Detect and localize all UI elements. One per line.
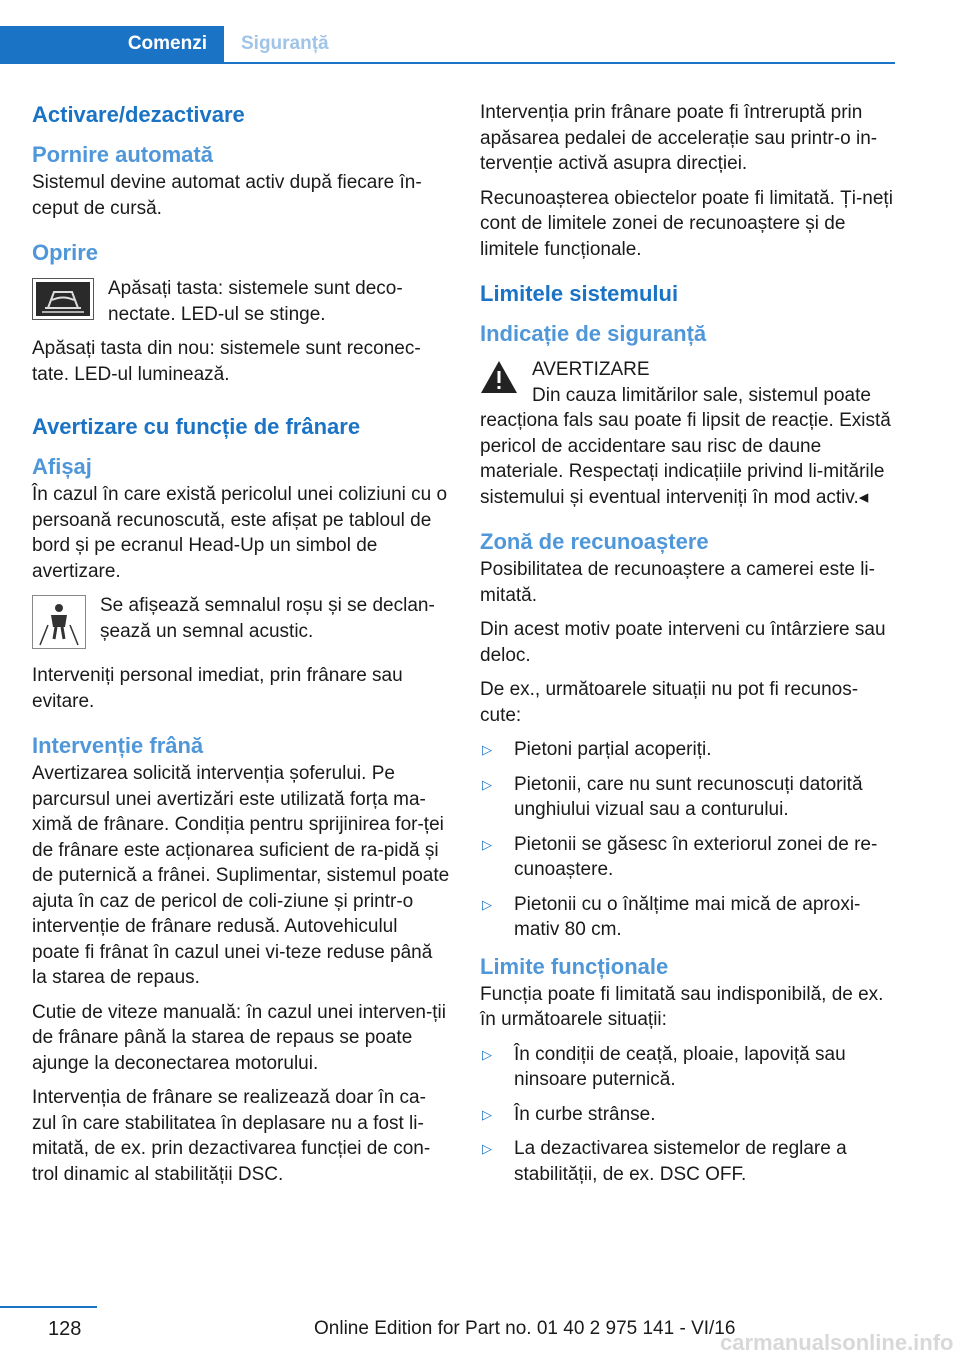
- display-icon-block: [32, 593, 450, 654]
- functional-list: [480, 1042, 898, 1188]
- right-column: [480, 100, 898, 1196]
- zone-list: [480, 737, 898, 943]
- list-item: ▷ În curbe strânse.: [482, 1103, 656, 1125]
- paragraph-brake-1: Avertizarea solicită intervenția șoferului. Pe parcursul unei avertizări este utilizată forța ma-ximă de frânare. Condiția pentru sprijinirea for-ței de frânare este acționarea suficient de ra-pidă și de puternică a frânei. Suplimentar, sistemul poate ajuta în caz de pericol de coli-ziune și printr-o intervenție de frânare redusă. Autovehiculul poate fi frânat în cazul unei vi-teze reduse până la starea de repaus.: [32, 763, 450, 988]
- pedestrian-warning-icon: [32, 595, 86, 654]
- paragraph-interrupt: Intervenția prin frânare poate fi întreruptă prin apăsarea pedalei de accelerație sau printr-o in-tervenție activă asupra direcției.: [480, 102, 878, 174]
- paragraph-recognition-limit: Recunoașterea obiectelor poate fi limitată. Ți-neți cont de limitele zonei de recunoaștere și de limitele funcționale.: [480, 187, 893, 260]
- heading-brake-intervention: Intervenție frână: [32, 733, 204, 758]
- off-icon-block: [32, 276, 450, 327]
- page-number: 128: [48, 1318, 82, 1340]
- paragraph-brake-2: Cutie de viteze manuală: în cazul unei interven-ții de frânare până la starea de repaus se poate ajunge la deconectarea motorului.: [32, 1001, 447, 1074]
- list-item: ▷ Pietonii, care nu sunt recunoscuți datorită unghiului vizual sau a conturului.: [482, 773, 863, 820]
- paragraph-zone-1: Posibilitatea de recunoaștere a camerei este li-mitată.: [480, 559, 875, 606]
- watermark: carmanualsonline.info: [720, 1330, 954, 1355]
- warning-triangle-icon: [480, 359, 518, 400]
- list-item: ▷ La dezactivarea sistemelor de reglare a stabilității, de ex. DSC OFF.: [482, 1138, 847, 1185]
- warning-title: AVERTIZARE: [532, 359, 650, 380]
- left-column: [32, 100, 450, 1196]
- paragraph-zone-3: De ex., următoarele situații nu pot fi recunos-cute:: [480, 679, 859, 726]
- driver-assist-button-icon: [32, 278, 94, 325]
- heading-safety-note: Indicație de siguranță: [480, 321, 707, 346]
- paragraph-display-signal: Se afișează semnalul roșu și se declan-șează un semnal acustic.: [100, 595, 435, 642]
- paragraph-display: În cazul în care există pericolul unei coliziuni cu o persoană recunoscută, este afișat pe tabloul de bord și pe ecranul Head-Up un simbol de avertizare.: [32, 484, 448, 582]
- heading-functional-limits: Limite funcționale: [480, 953, 669, 979]
- header-tabbar: [0, 26, 895, 64]
- paragraph-brake-3: Intervenția de frânare se realizează doar în ca-zul în care stabilitatea în deplasare nu a fost li-mitată, de ex. prin dezactivarea funcției de con-trol dinamic al stabilității DSC.: [32, 1087, 431, 1185]
- paragraph-intervene: Interveniți personal imediat, prin frânare sau evitare.: [32, 665, 403, 712]
- tab-siguranta[interactable]: Siguranță: [241, 33, 329, 54]
- heading-recognition-zone: Zonă de recunoaștere: [480, 529, 709, 554]
- warning-text-rest: reacționa fals sau poate fi lipsit de reacție. Există pericol de accidentare sau risc de daune materiale. Respectați indicațiile privind li-mitările sistemului și eventual interveniți în mod activ.◂: [480, 410, 891, 508]
- list-item: ▷ Pietonii se găsesc în exteriorul zonei de re-cunoaștere.: [482, 833, 878, 880]
- heading-brake-warning: Avertizare cu funcție de frânare: [32, 414, 361, 439]
- paragraph-off-press: Apăsați tasta: sistemele sunt deco-nectate. LED-ul se stinge.: [108, 278, 403, 325]
- paragraph-off-again: Apăsați tasta din nou: sistemele sunt reconec-tate. LED-ul luminează.: [32, 338, 421, 385]
- list-item: ▷ Pietonii cu o înălțime mai mică de aproxi-mativ 80 cm.: [482, 893, 861, 940]
- heading-system-limits: Limitele sistemului: [480, 281, 679, 306]
- paragraph-functional: Funcția poate fi limitată sau indisponibilă, de ex. în următoarele situații:: [480, 983, 884, 1030]
- warning-text-first: Din cauza limitărilor sale, sistemul poate: [532, 384, 871, 406]
- footer-rule: [0, 1306, 97, 1308]
- list-item: ▷ În condiții de ceață, ploaie, lapoviță sau ninsoare puternică.: [482, 1043, 846, 1090]
- edition-info: Online Edition for Part no. 01 40 2 975 141 - VI/16: [314, 1318, 736, 1339]
- heading-auto-start: Pornire automată: [32, 142, 213, 167]
- heading-display: Afișaj: [32, 454, 92, 479]
- paragraph-zone-2: Din acest motiv poate interveni cu întârziere sau deloc.: [480, 619, 886, 666]
- paragraph-auto-start: Sistemul devine automat activ după fiecare în-ceput de cursă.: [32, 172, 422, 219]
- warning-block: [480, 357, 898, 408]
- list-item: ▷ Pietoni parțial acoperiți.: [482, 739, 712, 760]
- heading-off: Oprire: [32, 240, 99, 265]
- heading-activation: Activare/dezactivare: [32, 102, 245, 127]
- tab-comenzi[interactable]: Comenzi: [0, 26, 224, 62]
